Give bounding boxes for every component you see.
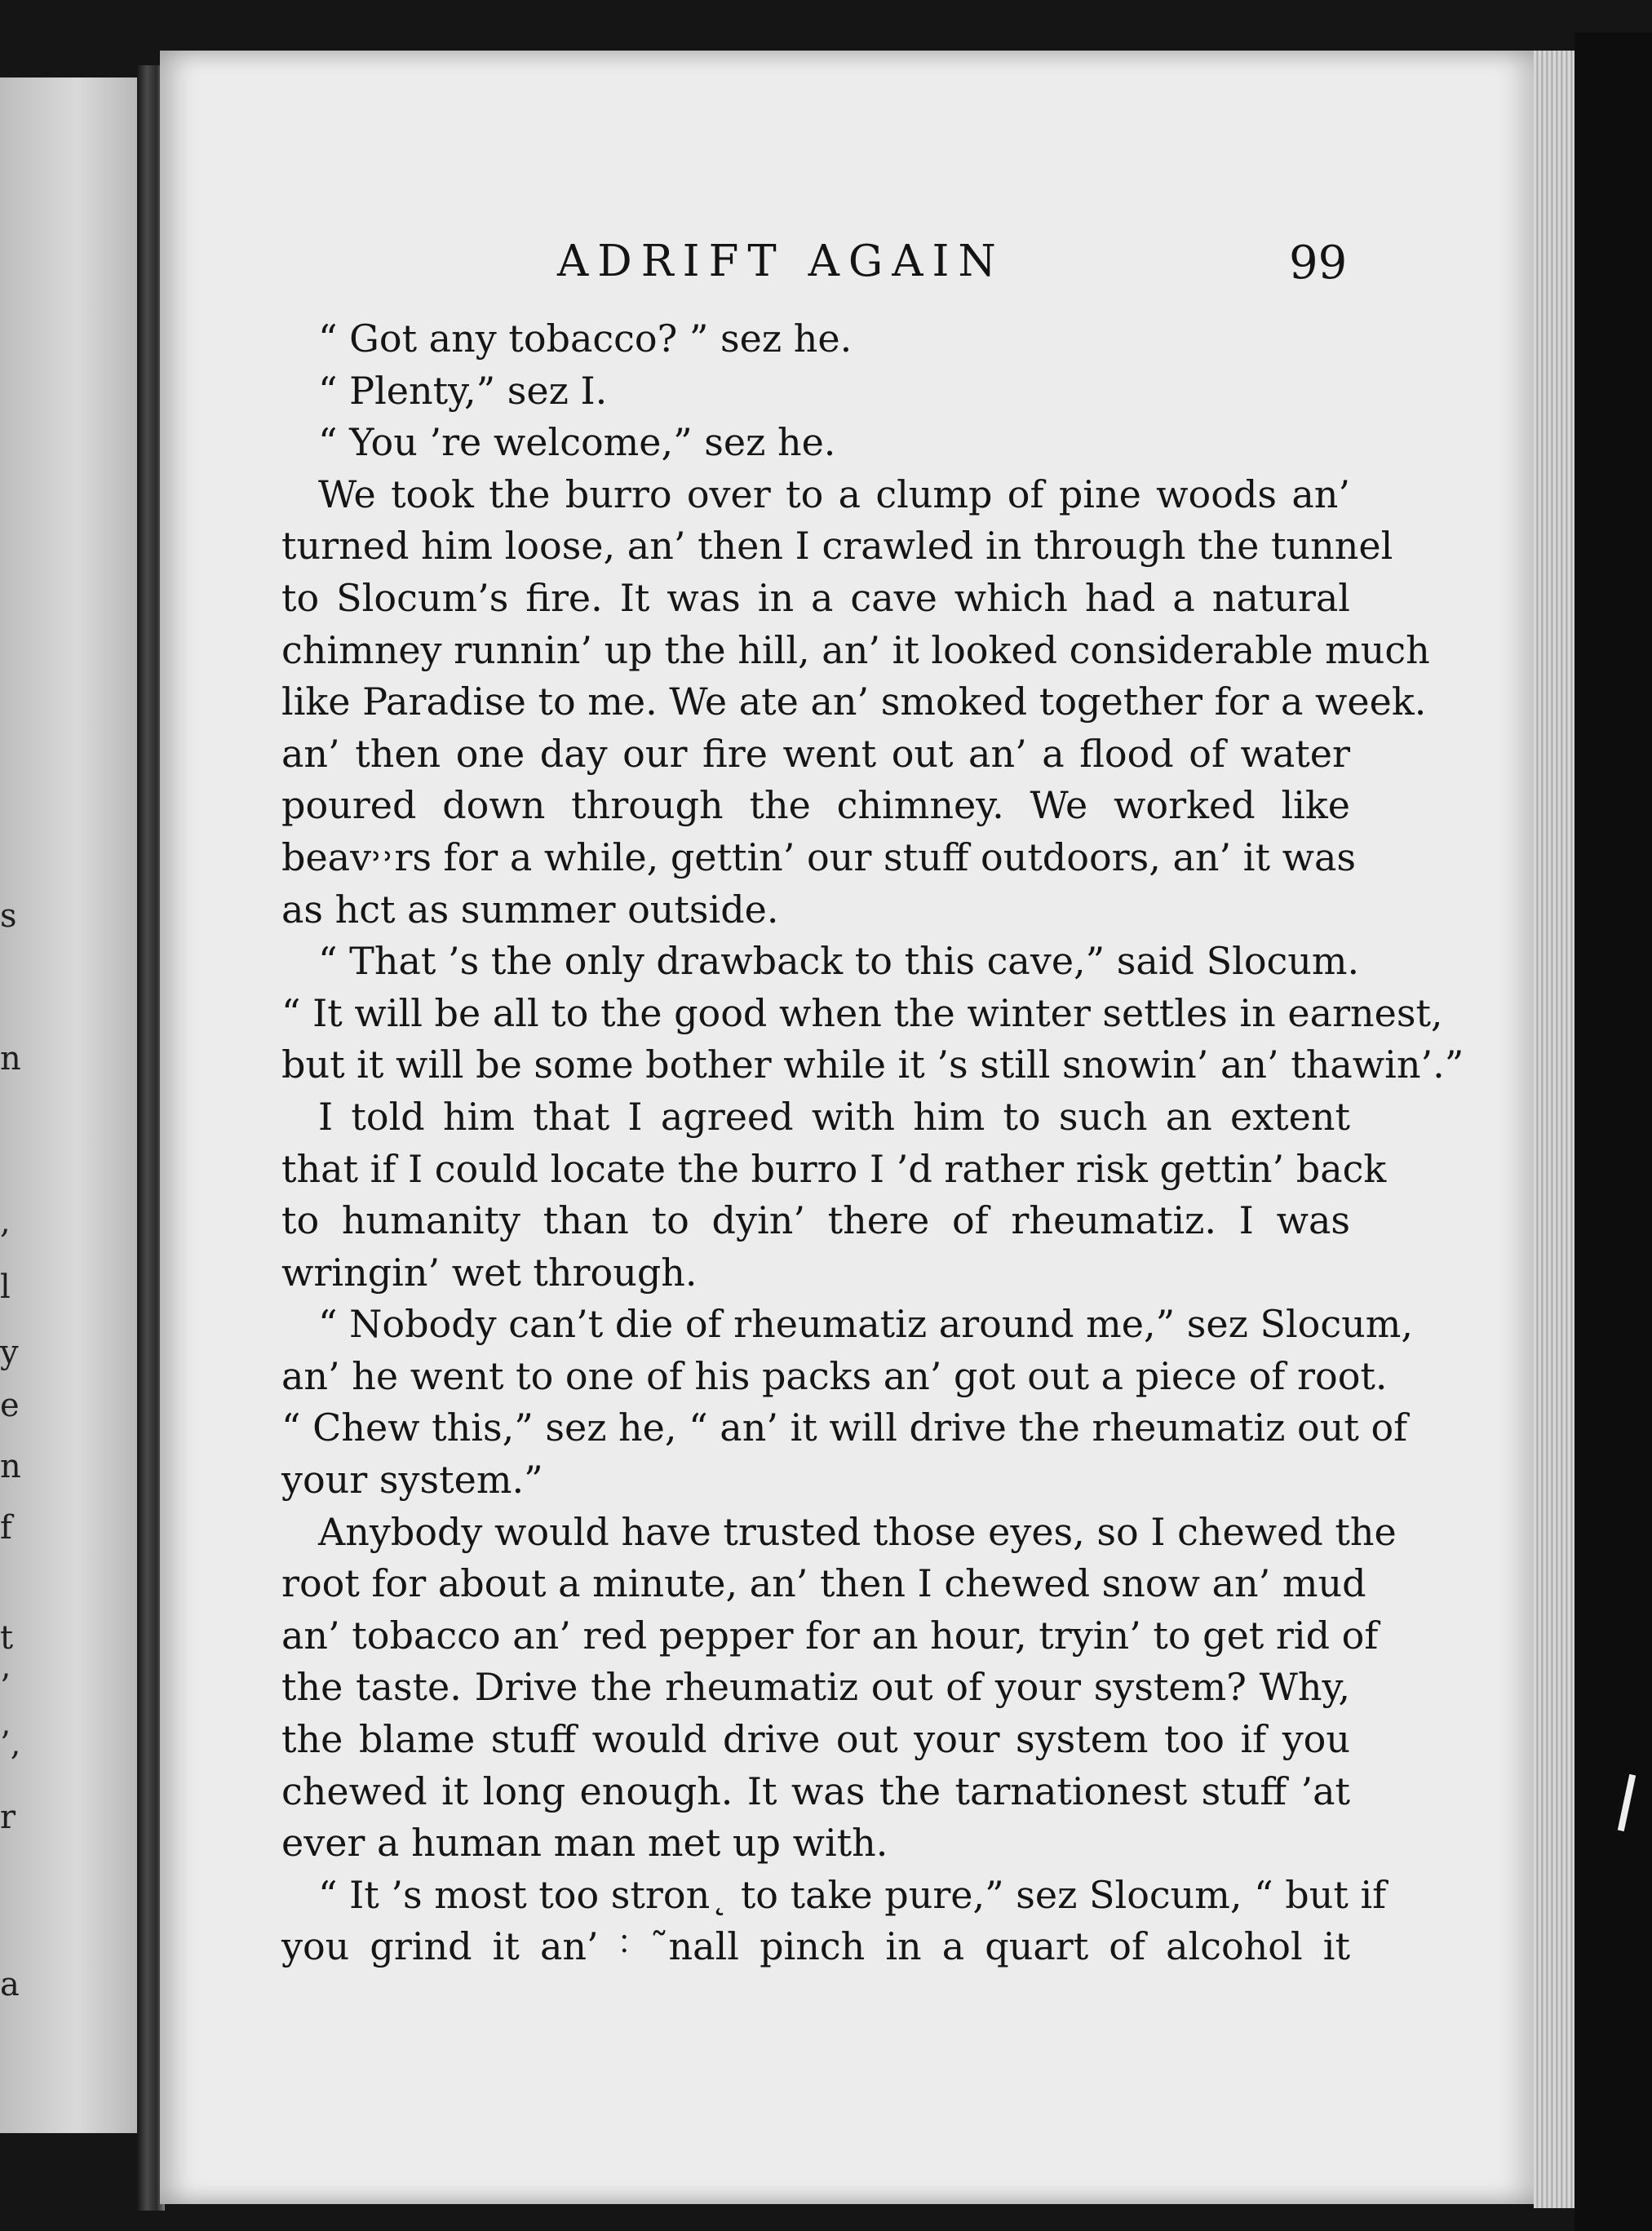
left-page-margin-letters <box>0 77 24 2133</box>
margin-letter: , <box>0 1203 11 1241</box>
margin-letter: n <box>0 1040 21 1078</box>
text-line: like Paradise to me. We ate an’ smoked together for a week. <box>281 679 1427 724</box>
margin-letter: ’, <box>0 1725 21 1763</box>
text-line: “ Nobody can’t die of rheumatiz around me,” sez Slocum, <box>318 1302 1413 1347</box>
text-line: wringin’ wet through. <box>281 1250 698 1295</box>
margin-letter: n <box>0 1448 21 1485</box>
margin-letter: f <box>0 1509 12 1547</box>
text-line: turned him loose, an’ then I crawled in through the tunnel <box>281 524 1393 569</box>
text-line: chewed it long enough. It was the tarnationest stuff ’at <box>281 1768 1350 1813</box>
text-line: “ You ’re welcome,” sez he. <box>318 420 836 465</box>
text-line: ever a human man met up with. <box>281 1821 888 1866</box>
running-title: ADRIFT AGAIN <box>557 237 1005 286</box>
text-line: “ It will be all to the good when the winter settles in earnest, <box>281 990 1443 1035</box>
text-line: root for about a minute, an’ then I chewed snow an’ mud <box>281 1561 1366 1606</box>
text-line: to humanity than to dyin’ there of rheumatiz. I was <box>281 1198 1350 1243</box>
margin-letter: l <box>0 1268 11 1306</box>
margin-letter: t <box>0 1619 14 1657</box>
page-number: 99 <box>1289 237 1348 290</box>
book-cover-edge <box>1574 33 1652 2231</box>
text-line: “ Chew this,” sez he, “ an’ it will drive the rheumatiz out of <box>281 1405 1408 1450</box>
margin-letter: y <box>0 1334 19 1371</box>
text-line: as hct as summer outside. <box>281 887 779 932</box>
text-line: “ Plenty,” sez I. <box>318 368 608 413</box>
text-line: the blame stuff would drive out your system too if you <box>281 1717 1350 1762</box>
text-line: poured down through the chimney. We worked like <box>281 783 1350 828</box>
text-line: to Slocum’s fire. It was in a cave which had a natural <box>281 575 1350 620</box>
text-line: an’ he went to one of his packs an’ got out a piece of root. <box>281 1353 1388 1398</box>
text-line: We took the burro over to a clump of pine woods an’ <box>318 471 1350 516</box>
text-line: your system.” <box>281 1458 543 1503</box>
text-line: that if I could locate the burro I ’d rather risk gettin’ back <box>281 1146 1387 1191</box>
body-text <box>281 313 1464 1973</box>
margin-letter: s <box>0 897 17 935</box>
text-line: an’ tobacco an’ red pepper for an hour, tryin’ to get rid of <box>281 1613 1379 1658</box>
text-line: the taste. Drive the rheumatiz out of your system? Why, <box>281 1665 1350 1710</box>
margin-letter: ’ <box>0 1668 11 1706</box>
text-line: “ Got any tobacco? ” sez he. <box>318 317 853 361</box>
text-line: you grind it an’ ˸ ˜nall pinch in a quart of alcohol it <box>281 1924 1350 1969</box>
left-page-fragment <box>0 77 139 2133</box>
text-line: chimney runnin’ up the hill, an’ it looked considerable much <box>281 627 1430 672</box>
text-line: “ That ’s the only drawback to this cave,” said Slocum. <box>318 939 1360 984</box>
text-line: beav˒˒rs for a while, gettin’ our stuff outdoors, an’ it was <box>281 834 1356 879</box>
margin-letter: a <box>0 1966 20 2003</box>
margin-letter: r <box>0 1799 16 1836</box>
text-line: “ It ’s most too stron˛ to take pure,” sez Slocum, “ but if <box>318 1872 1387 1917</box>
text-line: but it will be some bother while it ’s still snowin’ an’ thawin’.” <box>281 1042 1464 1087</box>
text-line: Anybody would have trusted those eyes, so I chewed the <box>318 1509 1397 1554</box>
margin-letter: e <box>0 1387 20 1424</box>
text-line: I told him that I agreed with him to such an extent <box>318 1094 1350 1139</box>
text-line: an’ then one day our fire went out an’ a flood of water <box>281 731 1350 776</box>
running-head <box>245 237 1346 302</box>
